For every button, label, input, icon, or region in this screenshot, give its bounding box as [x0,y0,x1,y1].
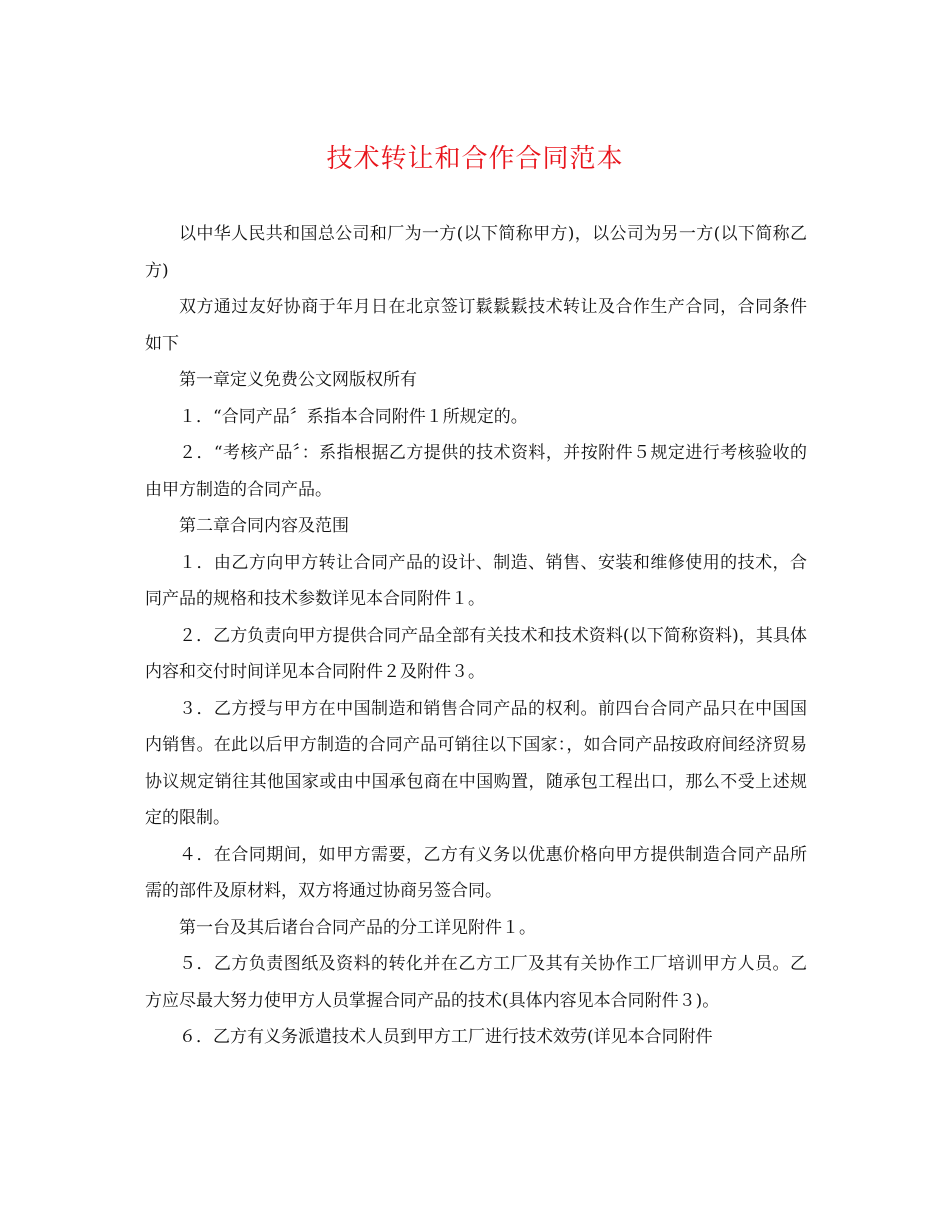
chapter-two-heading: 第二章合同内容及范围 [179,516,349,536]
document-title: 技术转让和合作合同范本 [326,144,624,174]
paragraph-division-of-work: 第一台及其后诸台合同产品的分工详见附件１。 [179,917,536,938]
clause-1-2: ２．“考核产品〞：系指根据乙方提供的技术资料，并按附件５规定进行考核验收的由甲方制造的合同产品。 [145,443,807,500]
document-body [145,216,807,1056]
clause-2-5: ５．乙方负责图纸及资料的转化并在乙方工厂及其有关协作工厂培训甲方人员。乙方应尽最大努力使甲方人员掌握合同产品的技术(具体内容见本合同附件３)。 [145,954,807,1011]
clause-1-1: １．“合同产品〞系指本合同附件１所规定的。 [179,406,528,427]
chapter-one-heading: 第一章定义免费公文网版权所有 [179,370,417,390]
clause-2-6: ６．乙方有义务派遣技术人员到甲方工厂进行技术效劳(详见本合同附件 [179,1027,713,1047]
clause-2-3: ３．乙方授与甲方在中国制造和销售合同产品的权利。前四台合同产品只在中国国内销售。在此以后甲方制造的合同产品可销往以下国家：，如合同产品按政府间经济贸易协议规定销往其他国家或由中国承包商在中国购置，随承包工程出口，那么不受上述规定的限制。 [145,698,807,828]
clause-2-4: ４．在合同期间，如甲方需要，乙方有义务以优惠价格向甲方提供制造合同产品所需的部件及原材料，双方将通过协商另签合同。 [145,844,807,901]
clause-2-1: １．由乙方向甲方转让合同产品的设计、制造、销售、安装和维修使用的技术，合同产品的规格和技术参数详见本合同附件１。 [145,552,807,609]
clause-2-2: ２．乙方负责向甲方提供合同产品全部有关技术和技术资料(以下简称资料)，其具体内容和交付时间详见本合同附件２及附件３。 [145,625,807,682]
paragraph-intro-parties: 以中华人民共和国总公司和厂为一方(以下简称甲方)，以公司为另一方(以下简称乙方) [145,224,807,281]
paragraph-agreement: 双方通过友好协商于年月日在北京签订鬏鬏鬏技术转让及合作生产合同，合同条件如下 [145,297,807,354]
